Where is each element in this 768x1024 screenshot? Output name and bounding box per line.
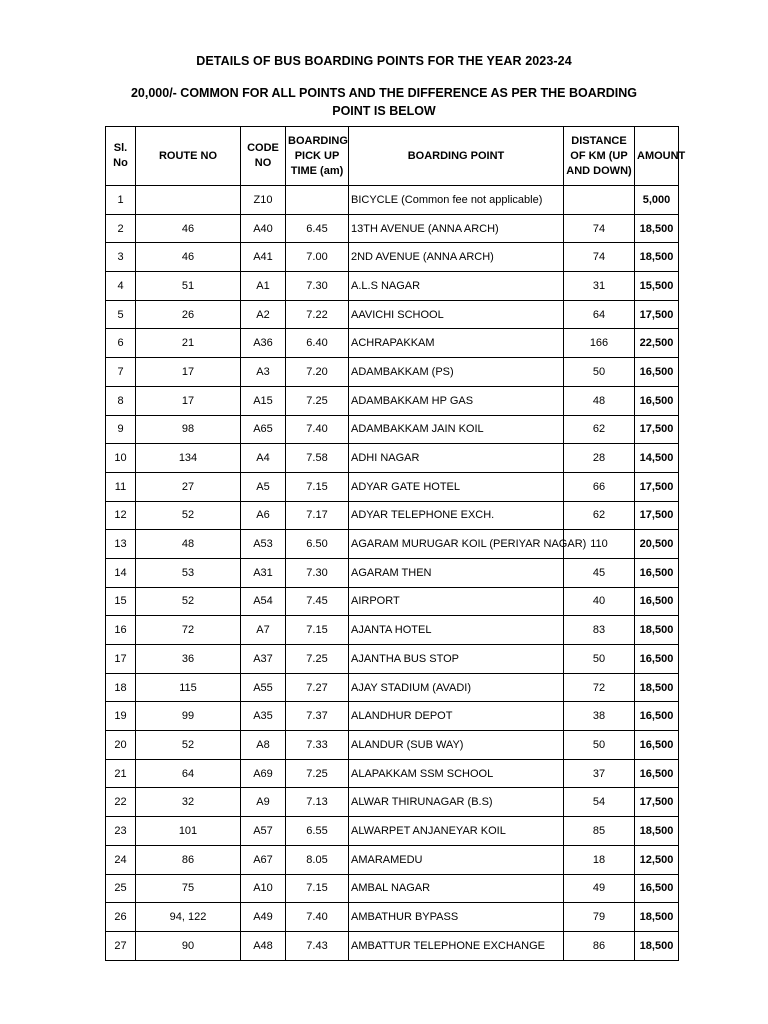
cell-sl-no: 23 — [106, 817, 136, 846]
table-row — [106, 788, 679, 817]
table-row — [106, 616, 679, 645]
cell-boarding-point: ADAMBAKKAM (PS) — [349, 358, 564, 387]
cell-pickup-time: 7.13 — [286, 788, 349, 817]
cell-pickup-time: 7.15 — [286, 874, 349, 903]
table-row — [106, 272, 679, 301]
cell-distance: 62 — [564, 501, 635, 530]
cell-sl-no: 9 — [106, 415, 136, 444]
table-row — [106, 874, 679, 903]
cell-code-no: A67 — [241, 845, 286, 874]
table-row — [106, 817, 679, 846]
cell-sl-no: 21 — [106, 759, 136, 788]
cell-distance: 64 — [564, 300, 635, 329]
header-route-no: ROUTE NO — [136, 127, 241, 186]
cell-boarding-point: AJANTHA BUS STOP — [349, 645, 564, 674]
cell-boarding-point: 2ND AVENUE (ANNA ARCH) — [349, 243, 564, 272]
cell-route-no: 86 — [136, 845, 241, 874]
cell-sl-no: 4 — [106, 272, 136, 301]
cell-route-no: 52 — [136, 587, 241, 616]
cell-distance: 66 — [564, 472, 635, 501]
cell-sl-no: 6 — [106, 329, 136, 358]
cell-amount: 17,500 — [635, 415, 679, 444]
cell-sl-no: 16 — [106, 616, 136, 645]
cell-boarding-point: AJANTA HOTEL — [349, 616, 564, 645]
cell-distance: 50 — [564, 358, 635, 387]
cell-code-no: A31 — [241, 558, 286, 587]
table-row — [106, 329, 679, 358]
cell-amount: 16,500 — [635, 558, 679, 587]
cell-code-no: A7 — [241, 616, 286, 645]
cell-code-no: A53 — [241, 530, 286, 559]
cell-code-no: A54 — [241, 587, 286, 616]
cell-sl-no: 24 — [106, 845, 136, 874]
cell-route-no: 115 — [136, 673, 241, 702]
cell-route-no: 17 — [136, 358, 241, 387]
cell-sl-no: 17 — [106, 645, 136, 674]
cell-distance: 31 — [564, 272, 635, 301]
cell-code-no: A1 — [241, 272, 286, 301]
cell-amount: 12,500 — [635, 845, 679, 874]
cell-route-no: 48 — [136, 530, 241, 559]
cell-sl-no: 19 — [106, 702, 136, 731]
cell-distance: 86 — [564, 931, 635, 960]
cell-code-no: A5 — [241, 472, 286, 501]
header-pickup-time: BOARDING PICK UP TIME (am) — [286, 127, 349, 186]
header-distance: DISTANCE OF KM (UP AND DOWN) — [564, 127, 635, 186]
cell-amount: 18,500 — [635, 243, 679, 272]
cell-code-no: A3 — [241, 358, 286, 387]
cell-boarding-point: AMBATTUR TELEPHONE EXCHANGE — [349, 931, 564, 960]
cell-amount: 14,500 — [635, 444, 679, 473]
cell-sl-no: 12 — [106, 501, 136, 530]
table-row — [106, 903, 679, 932]
cell-amount: 17,500 — [635, 300, 679, 329]
cell-distance: 38 — [564, 702, 635, 731]
cell-code-no: A10 — [241, 874, 286, 903]
table-row — [106, 931, 679, 960]
cell-distance: 79 — [564, 903, 635, 932]
cell-distance: 74 — [564, 214, 635, 243]
cell-boarding-point: AMBAL NAGAR — [349, 874, 564, 903]
cell-amount: 17,500 — [635, 788, 679, 817]
cell-code-no: A69 — [241, 759, 286, 788]
cell-pickup-time: 7.20 — [286, 358, 349, 387]
cell-amount: 16,500 — [635, 731, 679, 760]
table-row — [106, 731, 679, 760]
cell-route-no: 26 — [136, 300, 241, 329]
cell-boarding-point: ALAPAKKAM SSM SCHOOL — [349, 759, 564, 788]
cell-code-no: A9 — [241, 788, 286, 817]
cell-sl-no: 20 — [106, 731, 136, 760]
cell-boarding-point: ACHRAPAKKAM — [349, 329, 564, 358]
table-row — [106, 186, 679, 215]
header-sl-no: Sl. No — [106, 127, 136, 186]
cell-pickup-time: 7.37 — [286, 702, 349, 731]
cell-amount: 16,500 — [635, 358, 679, 387]
cell-code-no: A2 — [241, 300, 286, 329]
cell-amount: 16,500 — [635, 645, 679, 674]
cell-amount: 16,500 — [635, 759, 679, 788]
cell-distance: 40 — [564, 587, 635, 616]
cell-distance: 72 — [564, 673, 635, 702]
cell-boarding-point: AMARAMEDU — [349, 845, 564, 874]
cell-boarding-point: ALANDUR (SUB WAY) — [349, 731, 564, 760]
table-row — [106, 415, 679, 444]
cell-route-no: 32 — [136, 788, 241, 817]
cell-pickup-time: 6.45 — [286, 214, 349, 243]
cell-boarding-point: ADHI NAGAR — [349, 444, 564, 473]
cell-code-no: A35 — [241, 702, 286, 731]
cell-distance: 49 — [564, 874, 635, 903]
cell-boarding-point: A.L.S NAGAR — [349, 272, 564, 301]
cell-distance: 37 — [564, 759, 635, 788]
cell-sl-no: 8 — [106, 386, 136, 415]
table-row — [106, 501, 679, 530]
table-row — [106, 845, 679, 874]
cell-route-no: 53 — [136, 558, 241, 587]
cell-sl-no: 14 — [106, 558, 136, 587]
cell-code-no: A49 — [241, 903, 286, 932]
cell-pickup-time: 7.00 — [286, 243, 349, 272]
cell-route-no: 51 — [136, 272, 241, 301]
cell-amount: 16,500 — [635, 587, 679, 616]
table-row — [106, 530, 679, 559]
cell-route-no: 64 — [136, 759, 241, 788]
cell-boarding-point: BICYCLE (Common fee not applicable) — [349, 186, 564, 215]
cell-code-no: A55 — [241, 673, 286, 702]
cell-distance: 74 — [564, 243, 635, 272]
table-row — [106, 558, 679, 587]
table-row — [106, 300, 679, 329]
cell-sl-no: 26 — [106, 903, 136, 932]
cell-pickup-time: 8.05 — [286, 845, 349, 874]
cell-pickup-time: 7.30 — [286, 272, 349, 301]
cell-sl-no: 5 — [106, 300, 136, 329]
cell-pickup-time: 7.17 — [286, 501, 349, 530]
cell-amount: 17,500 — [635, 472, 679, 501]
cell-distance: 83 — [564, 616, 635, 645]
cell-amount: 5,000 — [635, 186, 679, 215]
table-row — [106, 645, 679, 674]
cell-boarding-point: AGARAM MURUGAR KOIL (PERIYAR NAGAR) — [349, 530, 564, 559]
cell-code-no: A57 — [241, 817, 286, 846]
cell-pickup-time: 7.25 — [286, 645, 349, 674]
document-subtitle: 20,000/- COMMON FOR ALL POINTS AND THE DIFFERENCE AS PER THE BOARDING POINT IS BELOW — [130, 86, 638, 118]
cell-route-no: 17 — [136, 386, 241, 415]
document-title: DETAILS OF BUS BOARDING POINTS FOR THE YEAR 2023-24 — [196, 54, 572, 68]
cell-route-no: 101 — [136, 817, 241, 846]
cell-pickup-time: 6.55 — [286, 817, 349, 846]
table-header-row — [106, 127, 679, 186]
cell-route-no: 46 — [136, 214, 241, 243]
cell-distance: 45 — [564, 558, 635, 587]
cell-pickup-time: 7.25 — [286, 759, 349, 788]
cell-route-no: 27 — [136, 472, 241, 501]
cell-boarding-point: ALWARPET ANJANEYAR KOIL — [349, 817, 564, 846]
cell-pickup-time: 7.15 — [286, 472, 349, 501]
cell-sl-no: 11 — [106, 472, 136, 501]
cell-route-no: 134 — [136, 444, 241, 473]
cell-boarding-point: ADAMBAKKAM HP GAS — [349, 386, 564, 415]
cell-sl-no: 15 — [106, 587, 136, 616]
cell-code-no: A37 — [241, 645, 286, 674]
cell-distance: 50 — [564, 645, 635, 674]
cell-amount: 16,500 — [635, 702, 679, 731]
cell-amount: 18,500 — [635, 214, 679, 243]
cell-route-no: 75 — [136, 874, 241, 903]
header-boarding-point: BOARDING POINT — [349, 127, 564, 186]
cell-amount: 22,500 — [635, 329, 679, 358]
cell-code-no: A4 — [241, 444, 286, 473]
cell-amount: 18,500 — [635, 903, 679, 932]
cell-boarding-point: ALWAR THIRUNAGAR (B.S) — [349, 788, 564, 817]
cell-amount: 20,500 — [635, 530, 679, 559]
cell-code-no: A36 — [241, 329, 286, 358]
cell-distance: 166 — [564, 329, 635, 358]
cell-pickup-time: 6.50 — [286, 530, 349, 559]
cell-amount: 18,500 — [635, 817, 679, 846]
cell-route-no: 46 — [136, 243, 241, 272]
cell-distance: 54 — [564, 788, 635, 817]
cell-boarding-point: AGARAM THEN — [349, 558, 564, 587]
cell-sl-no: 22 — [106, 788, 136, 817]
cell-pickup-time: 7.45 — [286, 587, 349, 616]
cell-boarding-point: AMBATHUR BYPASS — [349, 903, 564, 932]
table-row — [106, 444, 679, 473]
cell-distance: 18 — [564, 845, 635, 874]
cell-boarding-point: 13TH AVENUE (ANNA ARCH) — [349, 214, 564, 243]
cell-distance: 48 — [564, 386, 635, 415]
table-row — [106, 587, 679, 616]
table-row — [106, 673, 679, 702]
cell-pickup-time: 7.58 — [286, 444, 349, 473]
cell-route-no: 21 — [136, 329, 241, 358]
cell-code-no: A15 — [241, 386, 286, 415]
cell-distance: 85 — [564, 817, 635, 846]
cell-pickup-time: 6.40 — [286, 329, 349, 358]
cell-amount: 15,500 — [635, 272, 679, 301]
table-row — [106, 358, 679, 387]
cell-distance: 62 — [564, 415, 635, 444]
cell-distance: 28 — [564, 444, 635, 473]
cell-boarding-point: AIRPORT — [349, 587, 564, 616]
table-row — [106, 702, 679, 731]
table-row — [106, 214, 679, 243]
header-amount: AMOUNT — [635, 127, 679, 186]
cell-route-no: 94, 122 — [136, 903, 241, 932]
cell-code-no: A8 — [241, 731, 286, 760]
cell-pickup-time: 7.43 — [286, 931, 349, 960]
cell-sl-no: 18 — [106, 673, 136, 702]
cell-boarding-point: ADAMBAKKAM JAIN KOIL — [349, 415, 564, 444]
cell-amount: 16,500 — [635, 386, 679, 415]
cell-amount: 17,500 — [635, 501, 679, 530]
cell-boarding-point: ALANDHUR DEPOT — [349, 702, 564, 731]
cell-sl-no: 10 — [106, 444, 136, 473]
cell-boarding-point: AAVICHI SCHOOL — [349, 300, 564, 329]
cell-pickup-time: 7.40 — [286, 415, 349, 444]
cell-sl-no: 27 — [106, 931, 136, 960]
cell-route-no — [136, 186, 241, 215]
cell-code-no: A48 — [241, 931, 286, 960]
cell-code-no: A6 — [241, 501, 286, 530]
cell-pickup-time: 7.27 — [286, 673, 349, 702]
cell-sl-no: 25 — [106, 874, 136, 903]
boarding-points-table — [105, 126, 686, 961]
cell-distance: 110 — [564, 530, 635, 559]
cell-amount: 18,500 — [635, 931, 679, 960]
cell-sl-no: 13 — [106, 530, 136, 559]
cell-route-no: 72 — [136, 616, 241, 645]
table-row — [106, 243, 679, 272]
cell-distance: 50 — [564, 731, 635, 760]
cell-route-no: 90 — [136, 931, 241, 960]
cell-distance — [564, 186, 635, 215]
cell-sl-no: 7 — [106, 358, 136, 387]
header-code-no: CODE NO — [241, 127, 286, 186]
cell-route-no: 52 — [136, 731, 241, 760]
cell-amount: 18,500 — [635, 616, 679, 645]
cell-code-no: A40 — [241, 214, 286, 243]
cell-code-no: A65 — [241, 415, 286, 444]
table-row — [106, 386, 679, 415]
cell-boarding-point: ADYAR GATE HOTEL — [349, 472, 564, 501]
table-row — [106, 472, 679, 501]
cell-pickup-time: 7.33 — [286, 731, 349, 760]
cell-sl-no: 3 — [106, 243, 136, 272]
cell-pickup-time: 7.25 — [286, 386, 349, 415]
cell-route-no: 98 — [136, 415, 241, 444]
cell-pickup-time — [286, 186, 349, 215]
cell-pickup-time: 7.15 — [286, 616, 349, 645]
cell-amount: 18,500 — [635, 673, 679, 702]
cell-route-no: 36 — [136, 645, 241, 674]
table-row — [106, 759, 679, 788]
cell-pickup-time: 7.40 — [286, 903, 349, 932]
cell-code-no: Z10 — [241, 186, 286, 215]
cell-boarding-point: AJAY STADIUM (AVADI) — [349, 673, 564, 702]
cell-code-no: A41 — [241, 243, 286, 272]
cell-sl-no: 1 — [106, 186, 136, 215]
cell-route-no: 99 — [136, 702, 241, 731]
cell-pickup-time: 7.30 — [286, 558, 349, 587]
cell-amount: 16,500 — [635, 874, 679, 903]
cell-pickup-time: 7.22 — [286, 300, 349, 329]
cell-boarding-point: ADYAR TELEPHONE EXCH. — [349, 501, 564, 530]
cell-route-no: 52 — [136, 501, 241, 530]
cell-sl-no: 2 — [106, 214, 136, 243]
